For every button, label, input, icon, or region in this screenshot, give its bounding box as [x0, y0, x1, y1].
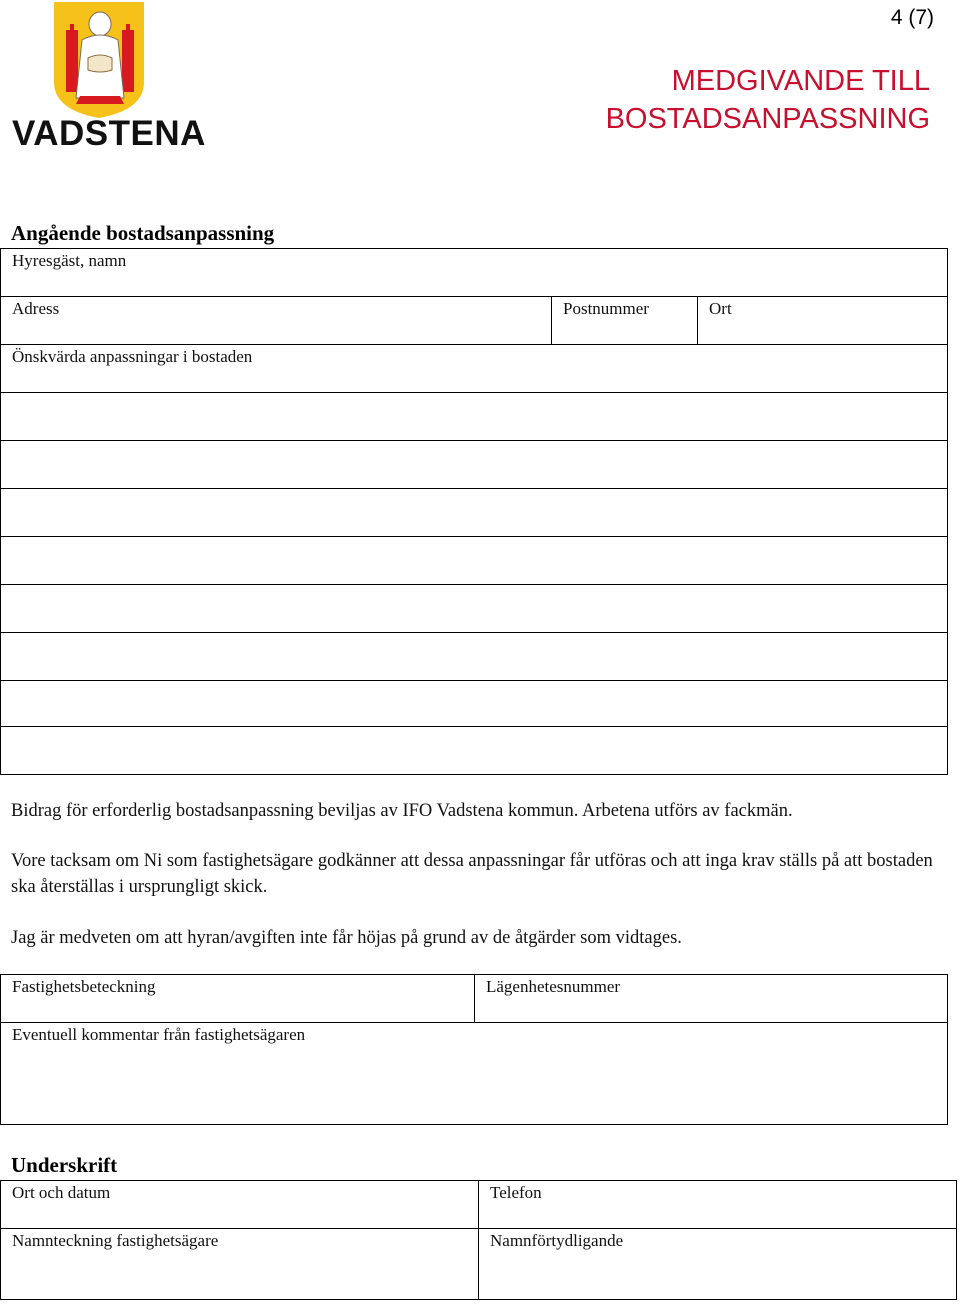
logo-wordmark: VADSTENA	[12, 114, 206, 153]
owner-signature-field[interactable]	[0, 1228, 479, 1300]
place-date-field[interactable]	[0, 1180, 479, 1229]
adaptations-line-7[interactable]	[0, 680, 948, 727]
phone-label: Telefon	[490, 1183, 542, 1202]
adaptations-line-2[interactable]	[0, 440, 948, 489]
adaptations-field[interactable]	[0, 344, 948, 393]
owner-comment-field[interactable]	[0, 1022, 948, 1125]
page-number: 4 (7)	[890, 6, 934, 29]
document-title	[606, 62, 930, 138]
address-label: Adress	[12, 299, 60, 318]
info-paragraph-2: Vore tacksam om Ni som fastighetsägare godkänner att dessa anpassningar får utföras och att inga krav ställs på att bostaden ska återställas i ursprungligt skick.	[11, 851, 933, 897]
adaptations-line-1[interactable]	[0, 392, 948, 441]
address-field[interactable]	[0, 296, 552, 345]
section-heading-underskrift: Underskrift	[11, 1153, 118, 1177]
property-designation-label: Fastighetsbeteckning	[12, 977, 156, 996]
owner-comment-label: Eventuell kommentar från fastighetsägaren	[12, 1025, 306, 1044]
city-label: Ort	[709, 299, 732, 318]
section-heading-bostadsanpassning: Angående bostadsanpassning	[11, 221, 275, 245]
property-designation-field[interactable]	[0, 974, 475, 1023]
adaptations-label: Önskvärda anpassningar i bostaden	[12, 347, 253, 366]
postal-code-label: Postnummer	[563, 299, 649, 318]
city-field[interactable]	[697, 296, 948, 345]
name-clarification-field[interactable]	[478, 1228, 957, 1300]
info-paragraph-1: Bidrag för erforderlig bostadsanpassning beviljas av IFO Vadstena kommun. Arbetena utförs av fackmän.	[11, 801, 793, 821]
adaptations-line-8[interactable]	[0, 726, 948, 775]
place-date-label: Ort och datum	[12, 1183, 111, 1202]
apartment-number-field[interactable]	[474, 974, 948, 1023]
tenant-name-field[interactable]	[0, 248, 948, 297]
tenant-name-label: Hyresgäst, namn	[12, 251, 127, 270]
owner-signature-label: Namnteckning fastighetsägare	[12, 1231, 219, 1250]
apartment-number-label: Lägenhetesnummer	[486, 977, 621, 996]
phone-field[interactable]	[478, 1180, 957, 1229]
postal-code-field[interactable]	[551, 296, 698, 345]
document-title-line1: MEDGIVANDE TILL	[671, 65, 930, 97]
document-title-line2: BOSTADSANPASSNING	[605, 103, 930, 135]
adaptations-line-4[interactable]	[0, 536, 948, 585]
info-paragraph-3: Jag är medveten om att hyran/avgiften inte får höjas på grund av de åtgärder som vidtages.	[11, 928, 682, 948]
adaptations-line-3[interactable]	[0, 488, 948, 537]
name-clarification-label: Namnförtydligande	[490, 1231, 624, 1250]
vadstena-logo	[12, 0, 206, 160]
adaptations-line-6[interactable]	[0, 632, 948, 681]
adaptations-line-5[interactable]	[0, 584, 948, 633]
